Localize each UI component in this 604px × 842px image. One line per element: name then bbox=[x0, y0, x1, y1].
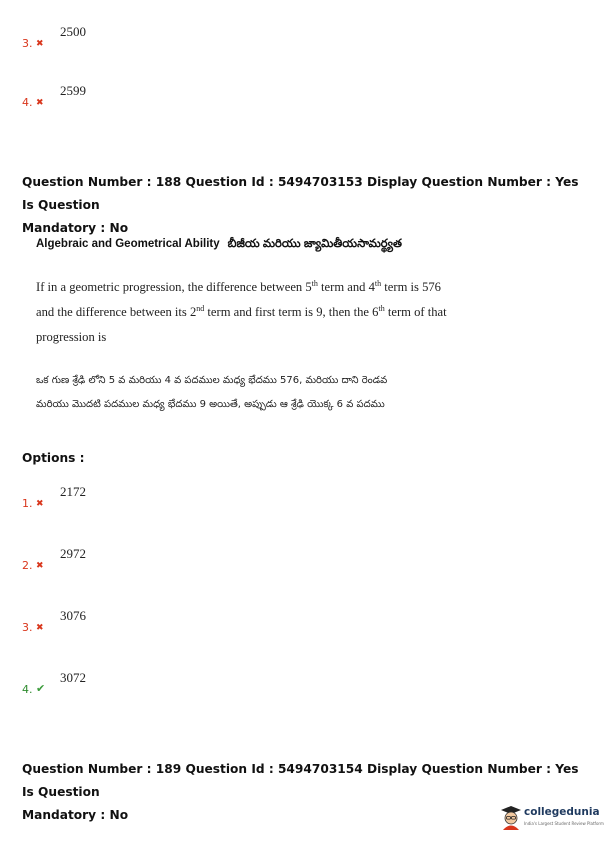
question-header bbox=[22, 171, 582, 240]
options-label: Options : bbox=[22, 451, 85, 465]
question-line: ఒక గుణ శ్రేఢి లోని 5 వ మరియు 4 వ పదముల మధ్య భేదము 576, మరియు దాని రెండవ bbox=[36, 375, 388, 386]
cross-icon: ✖ bbox=[36, 39, 44, 49]
question-header-line: Mandatory : No bbox=[22, 221, 129, 235]
question-header-line: Question Number : 188 Question Id : 5494703153 Display Question Number : Yes Is Question bbox=[22, 175, 579, 212]
option-number: 3. bbox=[22, 37, 33, 50]
question-line: If in a geometric progression, the difference between 5th term and 4th term is 576 bbox=[36, 278, 441, 294]
cross-icon: ✖ bbox=[36, 561, 44, 571]
option-value: 2599 bbox=[60, 83, 86, 98]
question-header-line: Question Number : 189 Question Id : 5494703154 Display Question Number : Yes Is Question bbox=[22, 762, 579, 799]
question-line: మరియు మొదటి పదముల మధ్య భేదము 9 అయితే, అప్పుడు ఆ శ్రేఢి యొక్క 6 వ పదము bbox=[36, 399, 385, 410]
logo-brand: collegedunia bbox=[524, 806, 600, 818]
option-value: 3076 bbox=[60, 608, 86, 623]
logo-tagline: India's Largest Student Review Platform bbox=[524, 821, 604, 826]
question-header-line: Mandatory : No bbox=[22, 808, 129, 822]
option-number: 2. bbox=[22, 559, 33, 572]
cross-icon: ✖ bbox=[36, 499, 44, 509]
option-value: 2172 bbox=[60, 484, 86, 499]
graduate-icon bbox=[500, 804, 522, 830]
option-value: 2972 bbox=[60, 546, 86, 561]
question-line: progression is bbox=[36, 330, 107, 344]
cross-icon: ✖ bbox=[36, 98, 44, 108]
option-number: 1. bbox=[22, 497, 33, 510]
collegedunia-logo bbox=[500, 804, 604, 832]
question-text-english bbox=[36, 275, 456, 350]
question-header bbox=[22, 758, 582, 827]
question-text-telugu bbox=[36, 369, 466, 417]
question-line: and the difference between its 2nd term and first term is 9, then the 6th term of that bbox=[36, 303, 447, 319]
subject-line bbox=[36, 237, 402, 253]
subject-english: Algebraic and Geometrical Ability bbox=[36, 238, 220, 250]
option-value: 2500 bbox=[60, 24, 86, 39]
cross-icon: ✖ bbox=[36, 623, 44, 633]
option-number: 3. bbox=[22, 621, 33, 634]
option-number: 4. bbox=[22, 96, 33, 109]
subject-telugu: బీజీయ మరియు జ్యామితీయసామర్థ్యత bbox=[227, 238, 402, 250]
check-icon: ✔ bbox=[36, 682, 46, 695]
option-number: 4. bbox=[22, 683, 33, 696]
option-value: 3072 bbox=[60, 670, 86, 685]
